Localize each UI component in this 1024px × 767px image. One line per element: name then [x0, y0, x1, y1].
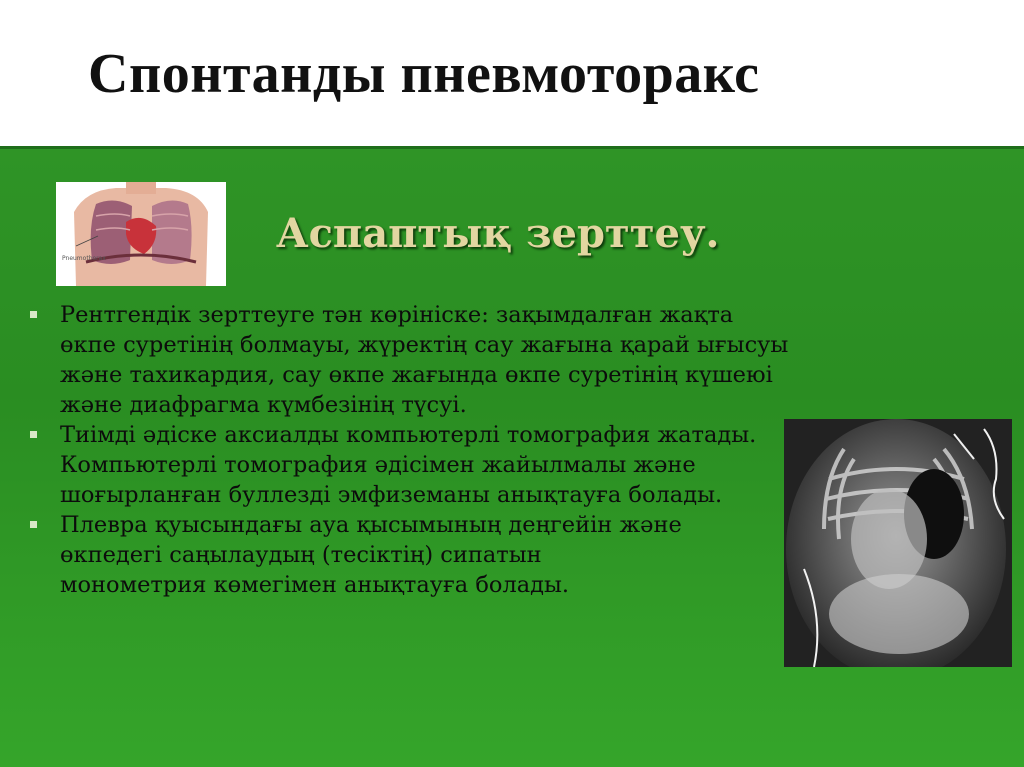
bullet-text: Тиімді әдіске аксиалды компьютерлі томография жатады. Компьютерлі томография әдісімен жайылмалы және шоғырланған буллезді эмфиземаны анықтауға болады.: [60, 422, 757, 508]
chest-xray-image: [784, 419, 1012, 667]
bullet-item: [30, 300, 790, 420]
section-heading: Аспаптық зерттеу.: [276, 210, 720, 257]
thumbnail-caption: Pneumothorax: [62, 255, 106, 262]
bullet-item: [30, 420, 790, 510]
bullet-continuation-text: монометрия көмегімен анықтауға болады.: [60, 572, 570, 598]
page-title: Спонтанды пневмоторакс: [88, 43, 760, 105]
square-bullet-icon: [30, 311, 37, 318]
bullet-list: [30, 300, 790, 600]
square-bullet-icon: [30, 431, 37, 438]
bullet-continuation: [30, 570, 790, 600]
square-bullet-icon: [30, 521, 37, 528]
bullet-text: Плевра қуысындағы ауа қысымының деңгейін және өкпедегі саңылаудың (тесіктің) сипатын: [60, 512, 682, 568]
bullet-text: Рентгендік зерттеуге тән көрініске: зақымдалған жақта өкпе суретінің болмауы, жүректің сау жағына қарай ығысуы және тахикардия, сау өкпе жағында өкпе суретінің күшеюі және диафрагма күмбезінің түсуі.: [60, 302, 789, 418]
bullet-item: [30, 510, 790, 570]
chest-anatomy-image: [56, 182, 226, 286]
slide-panel: [0, 146, 1024, 767]
